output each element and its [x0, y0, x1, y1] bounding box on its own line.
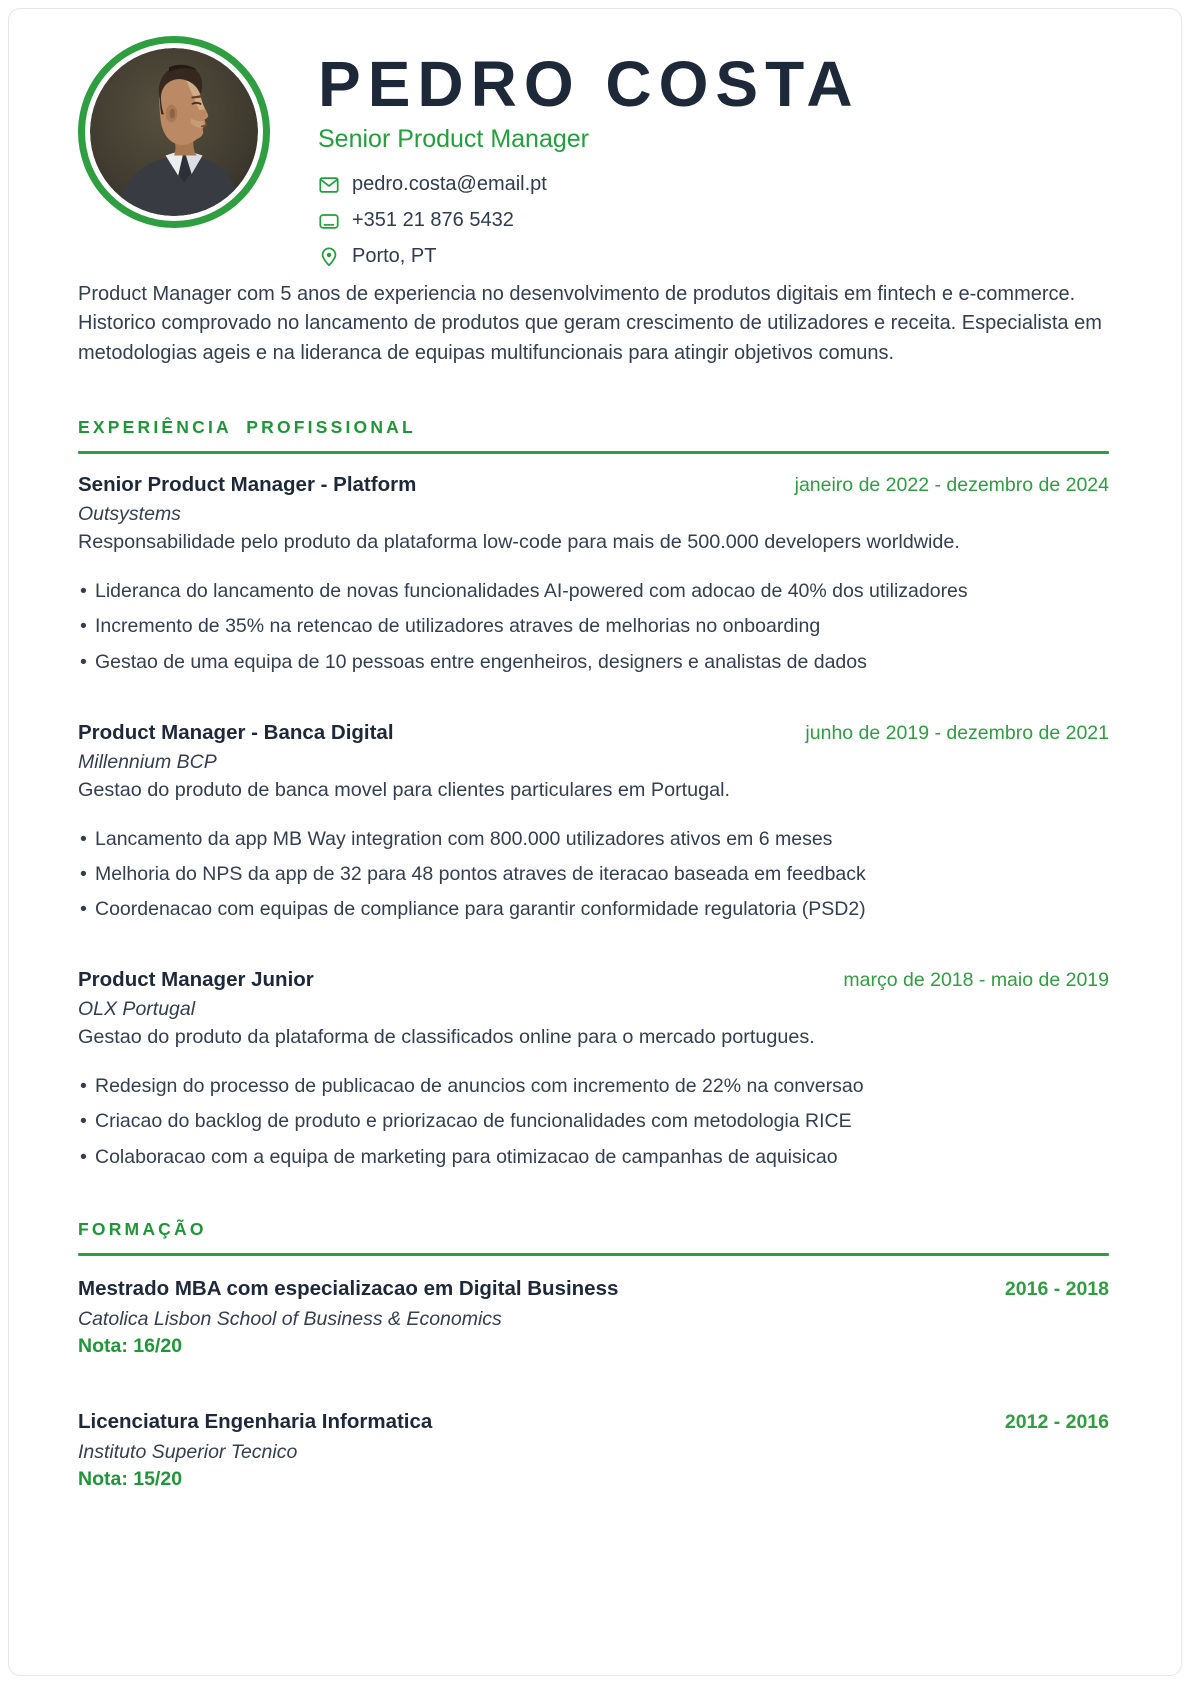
summary-text: Product Manager com 5 anos de experiencia no desenvolvimento de produtos digitais em fintech e e-commerce. Historico comprovado no lancamento de produtos que geram crescimento de utilizadores e receita. Especialista em metodologias ageis e na lideranca de equipas multifuncionais para atingir objetivos comuns.	[78, 283, 1102, 364]
header-info	[318, 36, 1109, 268]
portrait-image	[90, 48, 258, 216]
job-company: Outsystems	[78, 503, 181, 526]
header	[78, 36, 1109, 268]
bullet-item: • Lancamento da app MB Way integration com 800.000 utilizadores ativos em 6 meses	[78, 826, 1109, 852]
bullet-item: • Redesign do processo de publicacao de anuncios com incremento de 22% na conversao	[78, 1073, 1109, 1099]
job-entry	[78, 473, 1109, 675]
email-icon	[318, 174, 340, 196]
job-title: Product Manager Junior	[78, 968, 314, 992]
degree-grade: Nota: 15/20	[78, 1468, 183, 1491]
location-icon	[318, 246, 340, 268]
bullet-item: • Colaboracao com a equipa de marketing para otimizacao de campanhas de aquisicao	[78, 1144, 1109, 1170]
degree-dates: 2016 - 2018	[1004, 1278, 1109, 1301]
job-head	[78, 968, 1109, 992]
contact-row-email	[318, 173, 1109, 196]
job-entry	[78, 721, 1109, 923]
person-name: PEDRO COSTA	[318, 48, 860, 120]
degree-head	[78, 1410, 1109, 1434]
degree-entry	[78, 1410, 1109, 1491]
avatar	[78, 36, 270, 228]
section-divider	[78, 1253, 1109, 1256]
job-bullet-list	[78, 1073, 1109, 1170]
degree-head	[78, 1277, 1109, 1301]
phone-icon	[318, 210, 340, 232]
resume-page	[8, 8, 1182, 1676]
bullet-item: • Coordenacao com equipas de compliance para garantir conformidade regulatoria (PSD2)	[78, 896, 1109, 922]
job-description: Gestao do produto da plataforma de classificados online para o mercado portugues.	[78, 1026, 815, 1049]
job-dates: junho de 2019 - dezembro de 2021	[805, 721, 1109, 744]
person-title: Senior Product Manager	[318, 125, 589, 153]
contact-location-text: Porto, PT	[352, 245, 437, 267]
degree-grade: Nota: 16/20	[78, 1335, 183, 1358]
degree-title: Mestrado MBA com especializacao em Digital Business	[78, 1277, 619, 1301]
job-description: Responsabilidade pelo produto da plataforma low-code para mais de 500.000 developers worldwide.	[78, 531, 960, 554]
experience-section	[78, 417, 1109, 1170]
bullet-item: • Lideranca do lancamento de novas funcionalidades AI-powered com adocao de 40% dos utilizadores	[78, 578, 1109, 604]
education-heading: FORMAÇÃO	[78, 1219, 207, 1240]
job-dates: março de 2018 - maio de 2019	[843, 969, 1109, 992]
job-bullet-list	[78, 578, 1109, 675]
degree-entry	[78, 1277, 1109, 1358]
contact-phone-text: +351 21 876 5432	[352, 209, 514, 231]
job-dates: janeiro de 2022 - dezembro de 2024	[794, 474, 1109, 497]
education-section	[78, 1219, 1109, 1491]
job-company: OLX Portugal	[78, 998, 196, 1021]
bullet-item: • Incremento de 35% na retencao de utilizadores atraves de melhorias no onboarding	[78, 613, 1109, 639]
contact-row-phone	[318, 209, 1109, 232]
job-description: Gestao do produto de banca movel para clientes particulares em Portugal.	[78, 778, 731, 801]
section-divider	[78, 451, 1109, 454]
job-head	[78, 473, 1109, 497]
bullet-item: • Criacao do backlog de produto e priorizacao de funcionalidades com metodologia RICE	[78, 1108, 1109, 1134]
job-entry	[78, 968, 1109, 1170]
experience-heading: EXPERIÊNCIA PROFISSIONAL	[78, 417, 416, 438]
contact-list	[318, 173, 1109, 268]
job-title: Product Manager - Banca Digital	[78, 720, 394, 744]
contact-email-text: pedro.costa@email.pt	[352, 173, 547, 195]
job-company: Millennium BCP	[78, 750, 217, 773]
degree-school: Catolica Lisbon School of Business & Economics	[78, 1308, 502, 1331]
job-bullet-list	[78, 826, 1109, 923]
degree-dates: 2012 - 2016	[1004, 1411, 1109, 1434]
contact-row-location	[318, 245, 1109, 268]
degree-school: Instituto Superior Tecnico	[78, 1441, 298, 1464]
job-title: Senior Product Manager - Platform	[78, 473, 417, 497]
degree-title: Licenciatura Engenharia Informatica	[78, 1410, 433, 1434]
job-head	[78, 721, 1109, 745]
bullet-item: • Melhoria do NPS da app de 32 para 48 pontos atraves de iteracao baseada em feedback	[78, 861, 1109, 887]
bullet-item: • Gestao de uma equipa de 10 pessoas entre engenheiros, designers e analistas de dados	[78, 649, 1109, 675]
